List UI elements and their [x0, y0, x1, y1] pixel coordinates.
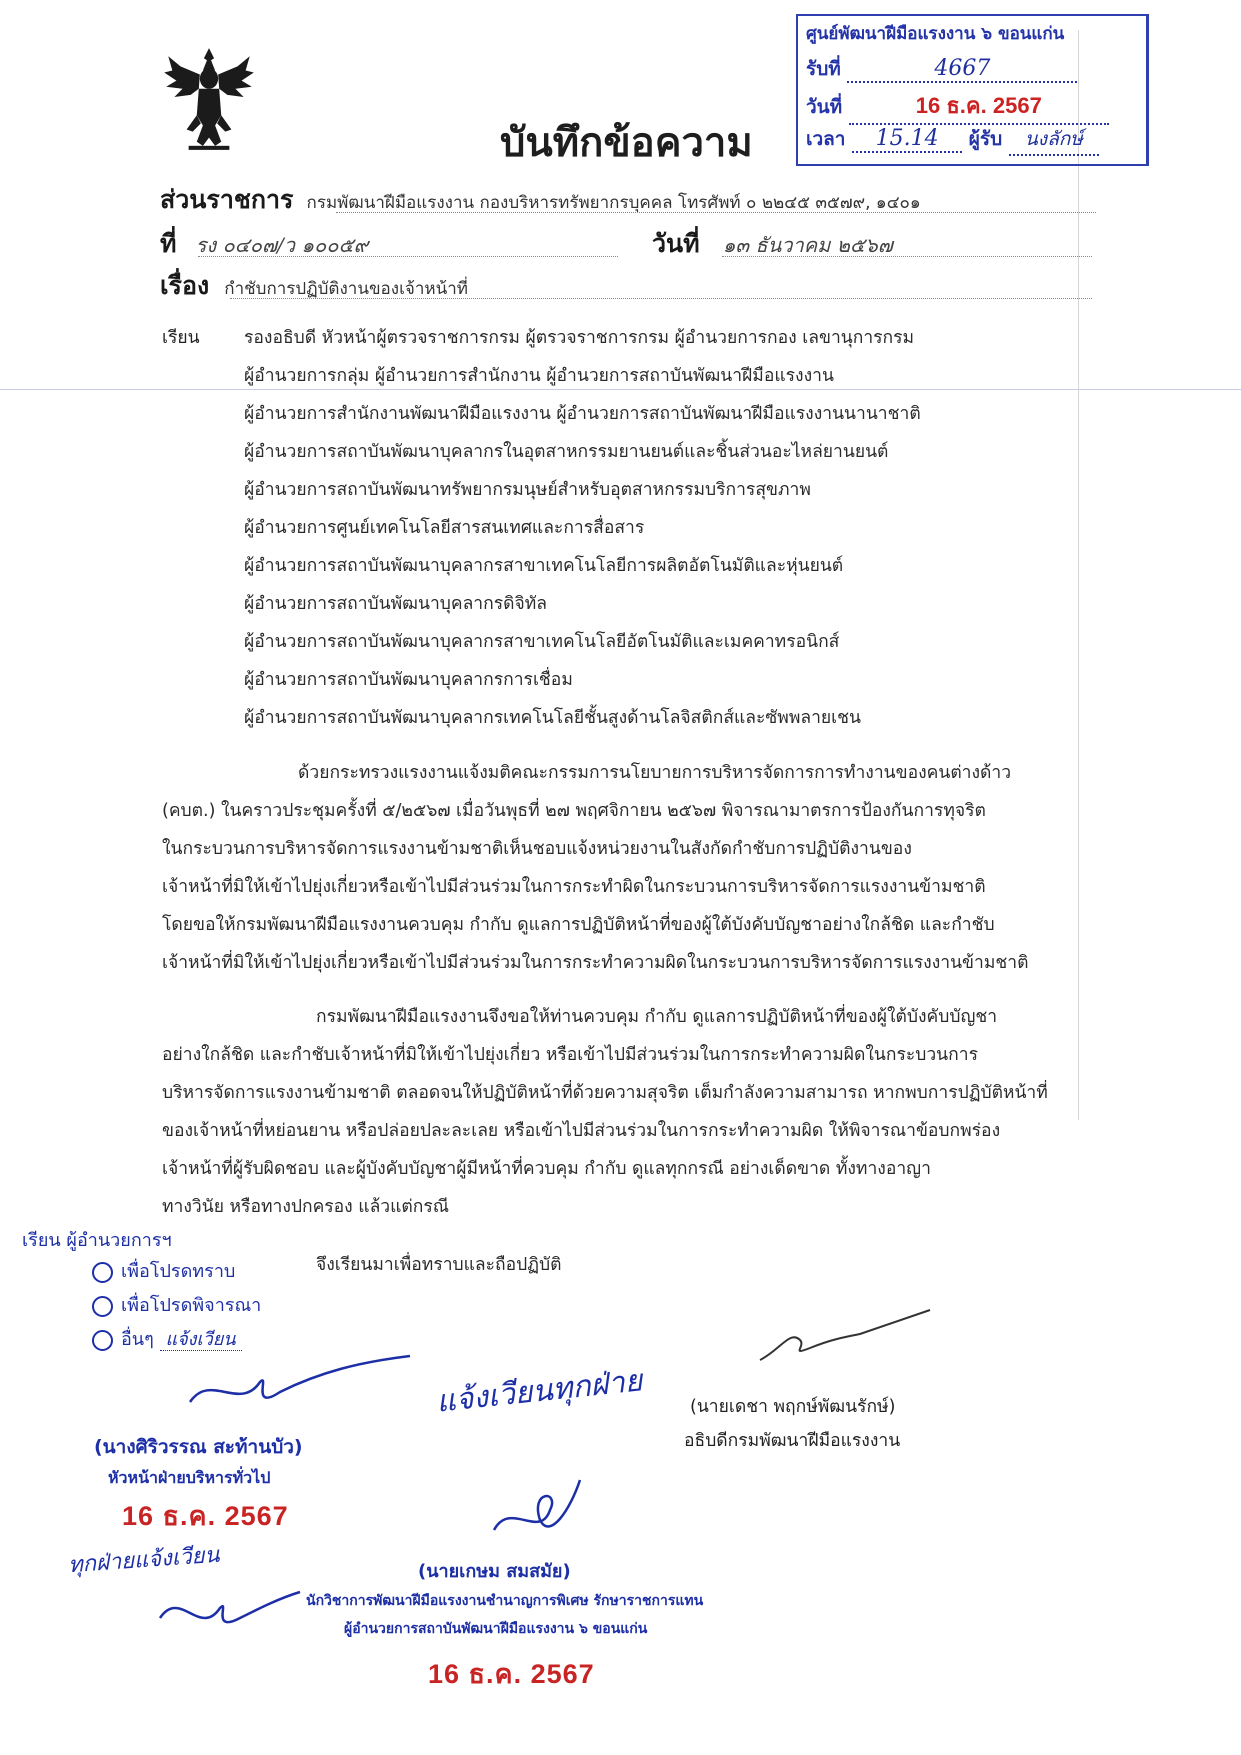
director-name: (นายเดชา พฤกษ์พัฒนรักษ์): [690, 1397, 896, 1417]
head-initials: [150, 1578, 310, 1642]
document-title: บันทึกข้อความ: [500, 120, 753, 166]
annotation-to: เรียน ผู้อำนวยการฯ: [22, 1230, 172, 1251]
circle-icon: [92, 1262, 113, 1283]
date-label: วันที่: [652, 229, 700, 258]
stamp-receipt-no: 4667: [934, 56, 991, 81]
recipient-line: ผู้อำนวยการสถาบันพัฒนาบุคลากรสาขาเทคโนโลยีอัตโนมัติและเมคคาทรอนิกส์: [244, 632, 840, 652]
body-line: ในกระบวนการบริหารจัดการแรงงานข้ามชาติเห็นชอบแจ้งหน่วยงานในสังกัดกำชับการปฏิบัติงานของ: [162, 839, 912, 859]
garuda-emblem-icon: [158, 44, 260, 156]
acting-position: ผู้อำนวยการสถาบันพัฒนาฝีมือแรงงาน ๖ ขอนแก่น: [344, 1621, 648, 1637]
circle-icon: [92, 1296, 113, 1317]
agency-value: กรมพัฒนาฝีมือแรงงาน กองบริหารทรัพยากรบุคคล โทรศัพท์ ๐ ๒๒๔๕ ๓๕๗๙, ๑๔๐๑: [306, 193, 921, 213]
body-line: (คบต.) ในคราวประชุมครั้งที่ ๕/๒๕๖๗ เมื่อวันพุธที่ ๒๗ พฤศจิกายน ๒๕๖๗ พิจารณามาตรการป้องกันการทุจริต: [162, 801, 986, 821]
recipient-line: รองอธิบดี หัวหน้าผู้ตรวจราชการกรม ผู้ตรวจราชการกรม ผู้อำนวยการกอง เลขานุการกรม: [244, 328, 915, 348]
director-position: อธิบดีกรมพัฒนาฝีมือแรงงาน: [684, 1431, 901, 1451]
to-label: เรียน: [162, 328, 200, 348]
agency-underline: [336, 212, 1096, 213]
annotation-option: เพื่อโปรดทราบ: [92, 1256, 235, 1285]
head-name: (นางศิริวรรณ สะท้านบัว): [94, 1436, 303, 1458]
stamp-receiver-label: ผู้รับ: [968, 128, 1003, 150]
annotation-option: เพื่อโปรดพิจารณา: [92, 1290, 261, 1319]
body-line: บริหารจัดการแรงงานข้ามชาติ ตลอดจนให้ปฏิบัติหน้าที่ด้วยความสุจริต เต็มกำลังความสามารถ หากพบการปฏิบัติหน้าที่: [162, 1083, 1048, 1103]
receipt-stamp: [796, 14, 1149, 166]
recipient-line: ผู้อำนวยการสถาบันพัฒนาบุคลากรในอุตสาหกรรมยานยนต์และชิ้นส่วนอะไหล่ยานยนต์: [244, 442, 889, 462]
subject-row: [160, 266, 468, 306]
body-line: เจ้าหน้าที่มิให้เข้าไปยุ่งเกี่ยวหรือเข้าไปมีส่วนร่วมในการกระทำความผิดในกระบวนการบริหารจัดการแรงงานข้ามชาติ: [162, 953, 1029, 973]
body-line: ด้วยกระทรวงแรงงานแจ้งมติคณะกรรมการนโยบายการบริหารจัดการการทำงานของคนต่างด้าว: [298, 763, 1012, 783]
annotation-other-text: แจ้งเวียน: [160, 1329, 242, 1351]
date-stamp: 16 ธ.ค. 2567: [122, 1501, 289, 1531]
ref-value: รง ๐๔๐๗/ว ๑๐๐๕๙: [195, 233, 369, 257]
ref-underline: [198, 256, 618, 257]
stamp-org: ศูนย์พัฒนาฝีมือแรงงาน ๖ ขอนแก่น: [806, 24, 1065, 44]
closing-line: จึงเรียนมาเพื่อทราบและถือปฏิบัติ: [316, 1255, 562, 1275]
date-stamp: 16 ธ.ค. 2567: [428, 1659, 595, 1689]
recipient-line: ผู้อำนวยการศูนย์เทคโนโลยีสารสนเทศและการสื่อสาร: [244, 518, 645, 538]
body-line: เจ้าหน้าที่มิให้เข้าไปยุ่งเกี่ยวหรือเข้าไปมีส่วนร่วมในการกระทำผิดในกระบวนการบริหารจัดการแรงงานข้ามชาติ: [162, 877, 986, 897]
head-handwritten-note: ทุกฝ่ายแจ้งเวียน: [67, 1542, 221, 1579]
subject-value: กำชับการปฏิบัติงานของเจ้าหน้าที่: [224, 279, 468, 299]
head-position: หัวหน้าฝ่ายบริหารทั่วไป: [108, 1468, 271, 1487]
recipient-line: ผู้อำนวยการสถาบันพัฒนาบุคลากรดิจิทัล: [244, 594, 548, 614]
recipient-line: ผู้อำนวยการสถาบันพัฒนาบุคลากรการเชื่อม: [244, 670, 573, 690]
agency-label: ส่วนราชการ: [160, 185, 294, 214]
body-line: กรมพัฒนาฝีมือแรงงานจึงขอให้ท่านควบคุม กำกับ ดูแลการปฏิบัติหน้าที่ของผู้ใต้บังคับบัญชา: [316, 1007, 998, 1027]
recipient-line: ผู้อำนวยการสถาบันพัฒนาบุคลากรสาขาเทคโนโลยีการผลิตอัตโนมัติและหุ่นยนต์: [244, 556, 844, 576]
stamp-time: 15.14: [875, 126, 939, 151]
stamp-date: 16 ธ.ค. 2567: [915, 93, 1042, 118]
stamp-date-label: วันที่: [806, 96, 843, 118]
acting-handwritten-note: แจ้งเวียนทุกฝ่าย: [434, 1363, 644, 1420]
annotation-option: อื่นๆ แจ้งเวียน: [92, 1324, 242, 1353]
stamp-receipt-label: รับที่: [806, 58, 841, 80]
body-line: โดยขอให้กรมพัฒนาฝีมือแรงงานควบคุม กำกับ ดูแลการปฏิบัติหน้าที่ของผู้ใต้บังคับบัญชาอย่างใกล้ชิด และกำชับ: [162, 915, 995, 935]
body-line: อย่างใกล้ชิด และกำชับเจ้าหน้าที่มิให้เข้าไปยุ่งเกี่ยว หรือเข้าไปมีส่วนร่วมในการกระทำความผิดในกระบวนการ: [162, 1045, 978, 1065]
body-line: เจ้าหน้าที่ผู้รับผิดชอบ และผู้บังคับบัญชาผู้มีหน้าที่ควบคุม กำกับ ดูแลทุกกรณี อย่างเด็ดขาด ทั้งทางอาญา: [162, 1159, 931, 1179]
acting-position: นักวิชาการพัฒนาฝีมือแรงงานชำนาญการพิเศษ รักษาราชการแทน: [306, 1593, 704, 1609]
scan-line: [0, 389, 1241, 390]
fold-line: [1078, 30, 1079, 1120]
subject-underline: [230, 298, 1092, 299]
date-underline: [722, 256, 1092, 257]
body-line: ทางวินัย หรือทางปกครอง แล้วแต่กรณี: [162, 1197, 449, 1217]
ref-label: ที่: [160, 229, 177, 258]
ref-row: [160, 224, 368, 264]
date-row: [652, 224, 893, 264]
recipient-line: ผู้อำนวยการสถาบันพัฒนาทรัพยากรมนุษย์สำหรับอุตสาหกรรมบริการสุขภาพ: [244, 480, 811, 500]
body-line: ของเจ้าหน้าที่หย่อนยาน หรือปล่อยปละละเลย หรือเข้าไปมีส่วนร่วมในการกระทำความผิด ให้พิจารณาข้อบกพร่อง: [162, 1121, 1001, 1141]
date-value: ๑๓ ธันวาคม ๒๕๖๗: [722, 233, 893, 257]
acting-signature: [480, 1470, 590, 1550]
circle-icon: [92, 1330, 113, 1351]
recipient-line: ผู้อำนวยการสถาบันพัฒนาบุคลากรเทคโนโลยีชั้นสูงด้านโลจิสติกส์และซัพพลายเชน: [244, 708, 861, 728]
director-signature: [740, 1290, 940, 1380]
acting-name: (นายเกษม สมสมัย): [418, 1561, 571, 1582]
stamp-receiver: นงลักษ์: [1024, 128, 1083, 150]
recipient-line: ผู้อำนวยการสำนักงานพัฒนาฝีมือแรงงาน ผู้อำนวยการสถาบันพัฒนาฝีมือแรงงานนานาชาติ: [244, 404, 921, 424]
head-signature: [180, 1352, 420, 1422]
stamp-time-label: เวลา: [806, 128, 846, 150]
recipient-line: ผู้อำนวยการกลุ่ม ผู้อำนวยการสำนักงาน ผู้อำนวยการสถาบันพัฒนาฝีมือแรงงาน: [244, 366, 834, 386]
subject-label: เรื่อง: [160, 271, 210, 300]
agency-row: [160, 180, 921, 220]
